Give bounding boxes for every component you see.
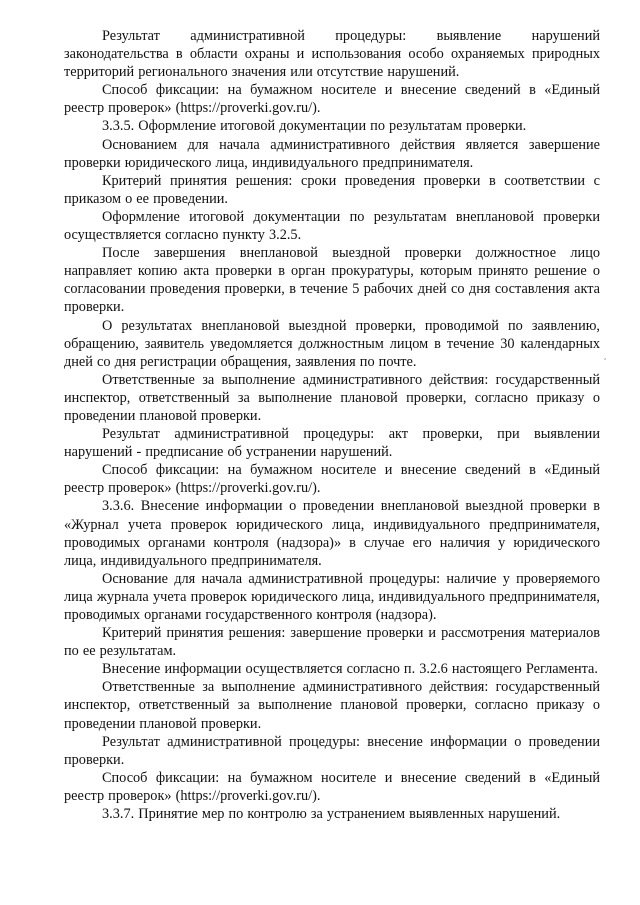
paragraph: Результат административной процедуры: внесение информации о проведении проверки.: [64, 733, 600, 768]
paragraph: Критерий принятия решения: сроки проведения проверки в соответствии с приказом о ее проведении.: [64, 172, 600, 207]
paragraph: Ответственные за выполнение административного действия: государственный инспектор, ответственный за выполнение плановой проверки, согласно приказу о проведении плановой проверки.: [64, 371, 600, 424]
paragraph: Способ фиксации: на бумажном носителе и внесение сведений в «Единый реестр проверок» (https://proverki.gov.ru/).: [64, 82, 600, 117]
paragraph: Основанием для начала административного действия является завершение проверки юридического лица, индивидуального предпринимателя.: [64, 136, 600, 171]
paragraph: Критерий принятия решения: завершение проверки и рассмотрения материалов по ее результатам.: [64, 625, 600, 660]
margin-mark: ,: [604, 353, 607, 361]
paragraph: Ответственные за выполнение административного действия: государственный инспектор, ответственный за выполнение плановой проверки, согласно приказу о проведении плановой проверки.: [64, 679, 600, 732]
document-body: [64, 27, 600, 823]
paragraph: Внесение информации осуществляется согласно п. 3.2.6 настоящего Регламента.: [102, 661, 598, 678]
paragraph: Способ фиксации: на бумажном носителе и внесение сведений в «Единый реестр проверок» (https://proverki.gov.ru/).: [64, 462, 600, 497]
paragraph: Способ фиксации: на бумажном носителе и внесение сведений в «Единый реестр проверок» (https://proverki.gov.ru/).: [64, 769, 600, 804]
section-heading-3-3-7: 3.3.7. Принятие мер по контролю за устранением выявленных нарушений.: [102, 806, 561, 823]
paragraph: Результат административной процедуры: выявление нарушений законодательства в области охраны и использования особо охраняемых природных территорий регионального значения или отсутствие нарушений.: [64, 28, 600, 81]
section-heading-3-3-6: 3.3.6. Внесение информации о проведении внеплановой выездной проверки в «Журнал учета проверок юридического лица, индивидуального предпринимателя, проводимых органами контроля (надзора)» в случае его наличия у юридического лица, индивидуального предпринимателя.: [64, 498, 600, 569]
paragraph: После завершения внеплановой выездной проверки должностное лицо направляет копию акта проверки в орган прокуратуры, которым принято решение о согласовании проведения проверки, в течение 5 рабочих дней со дня составления акта проверки.: [64, 245, 600, 316]
section-heading-3-3-5: 3.3.5. Оформление итоговой документации по результатам проверки.: [102, 118, 527, 135]
paragraph: Оформление итоговой документации по результатам внеплановой проверки осуществляется согласно пункту 3.2.5.: [64, 208, 600, 244]
paragraph: Основание для начала административной процедуры: наличие у проверяемого лица журнала учета проверок юридического лица, индивидуального предпринимателя, проводимых органами государственного контроля (надзора).: [64, 570, 600, 623]
paragraph: О результатах внеплановой выездной проверки, проводимой по заявлению, обращению, заявитель уведомляется должностным лицом в течение 30 календарных дней со дня регистрации обращения, заявления по почте.: [64, 317, 600, 370]
paragraph: Результат административной процедуры: акт проверки, при выявлении нарушений - предписание об устранении нарушений.: [64, 426, 600, 461]
